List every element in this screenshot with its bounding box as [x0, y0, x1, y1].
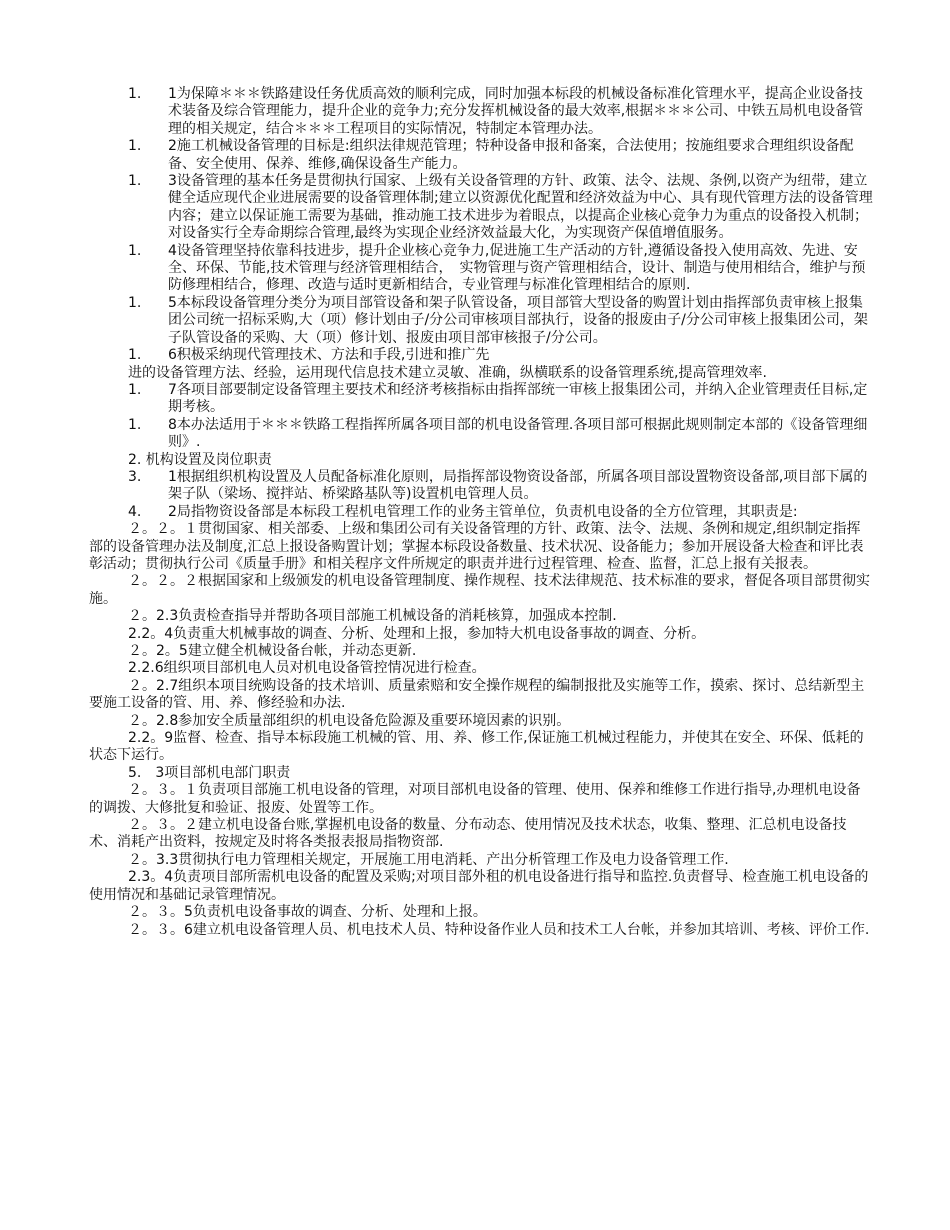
paragraph: ２。2.3负责检查指导并帮助各项目部施工机械设备的消耗核算，加强成本控制.	[128, 608, 617, 625]
list-item	[0, 417, 950, 452]
paragraph: ２。２。２根据国家和上级颁发的机电设备管理制度、操作规程、技术法律规范、技术标准的要求，督促各项目部贯彻实施。	[89, 573, 870, 607]
list-item	[0, 138, 950, 173]
item-text: 1根据组织机构设置及人员配备标准化原则，局指挥部设物资设备部，所属各项目部设置物资设备部,项目部下属的架子队（梁场、搅拌站、桥梁路基队等)设置机电管理人员。	[168, 468, 868, 503]
item-text: 1为保障＊＊＊铁路建设任务优质高效的顺利完成，同时加强本标段的机械设备标准化管理水平，提高企业设备技术装备及综合管理能力，提升企业的竞争力;充分发挥机械设备的最大效率,根据＊＊＊公司、中铁五局机电设备管理的相关规定，结合＊＊＊工程项目的实际情况，特制定本管理办法。	[168, 86, 864, 137]
paragraph: ２。３。１负责项目部施工机电设备的管理，对项目部机电设备的管理、使用、保养和维修工作进行指导,办理机电设备的调拨、大修批复和验证、报废、处置等工作。	[89, 782, 861, 816]
item-number: 1.	[128, 173, 142, 190]
paragraph: ２。３。２建立机电设备台账,掌握机电设备的数量、分布动态、使用情况及技术状态，收集、整理、汇总机电设备技术、消耗产出资料，按规定及时将各类报表报局指物资部.	[89, 817, 847, 851]
item-continuation: 进的设备管理方法、经验，运用现代信息技术建立灵敏、准确，纵横联系的设备管理系统,提高管理效率.	[128, 364, 767, 381]
list-item	[0, 347, 950, 364]
item-number: 1.	[128, 416, 142, 433]
item-text: 3设备管理的基本任务是贯彻执行国家、上级有关设备管理的方针、政策、法令、法规、条例,以资产为纽带，建立健全适应现代企业进展需要的设备管理体制;建立以资源优化配置和经济效益为中心、具有现代管理方法的设备管理内容；建立以保证施工需要为基础，推动施工技术进步为着眼点，以提高企业核心竞争力为重点的设备投入机制；对设备实行全寿命期综合管理,最终为实现企业经济效益最大化，为实现资产保值增值服务。	[168, 173, 873, 242]
paragraph: 2.2。4负责重大机械事故的调查、分析、处理和上报，参加特大机电设备事故的调查、分析。	[128, 625, 706, 642]
item-text: 7各项目部要制定设备管理主要技术和经济考核指标由指挥部统一审核上报集团公司，并纳入企业管理责任目标,定期考核。	[168, 381, 868, 416]
item-number: 3.	[128, 468, 142, 485]
list-item	[0, 243, 950, 295]
paragraph: ２。2.8参加安全质量部组织的机电设备危险源及重要环境因素的识别。	[128, 712, 571, 729]
item-number: 1.	[128, 138, 142, 155]
item-text: 2局指物资设备部是本标段工程机电管理工作的业务主管单位，负责机电设备的全方位管理，其职责是:	[168, 503, 798, 520]
item-text: 6积极采纳现代管理技术、方法和手段,引进和推广先	[168, 347, 490, 364]
paragraph: ２。3.3贯彻执行电力管理相关规定，开展施工用电消耗、产出分析管理工作及电力设备管理工作.	[128, 851, 729, 868]
document-page	[0, 86, 950, 939]
item-number: 1.	[128, 86, 142, 102]
section-heading: 5. 3项目部机电部门职责	[128, 764, 291, 781]
paragraph: ２。２。１贯彻国家、相关部委、上级和集团公司有关设备管理的方针、政策、法令、法规、条例和规定,组织制定指挥部的设备管理办法及制度,汇总上报设备购置计划；掌握本标段设备数量、技术状况、设备能力；参加开展设备大检查和评比表彰活动；贯彻执行公司《质量手册》和相关程序文件所规定的职责并进行过程管理、检查、监督，汇总上报有关报表。	[89, 521, 864, 572]
list-item	[0, 86, 950, 138]
paragraph: ２。2。5建立健全机械设备台帐，并动态更新.	[128, 643, 417, 659]
item-number: 1.	[128, 347, 142, 364]
section-heading: 2. 机构设置及岗位职责	[128, 451, 272, 468]
paragraph: 2.2。9监督、检查、指导本标段施工机械的管、用、养、修工作,保证施工机械过程能力，并使其在安全、环保、低耗的状态下运行。	[89, 730, 864, 764]
list-item	[0, 173, 950, 243]
item-number: 1.	[128, 294, 142, 311]
item-text: 2施工机械设备管理的目标是:组织法律规范管理；特种设备申报和备案，合法使用；按施组要求合理组织设备配备、安全使用、保养、维修,确保设备生产能力。	[168, 138, 854, 172]
paragraph: 2.3。4负责项目部所需机电设备的配置及采购;对项目部外租的机电设备进行指导和监控.负责督导、检查施工机电设备的使用情况和基础记录管理情况。	[89, 869, 869, 903]
paragraph: ２。３。5负责机电设备事故的调查、分析、处理和上报。	[128, 904, 487, 921]
list-item	[0, 504, 950, 521]
item-number: 1.	[128, 242, 142, 259]
item-number: 4.	[128, 503, 142, 520]
paragraph: ２。３。6建立机电设备管理人员、机电技术人员、特种设备作业人员和技术工人台帐，并参加其培训、考核、评价工作.	[128, 921, 870, 938]
list-item	[0, 469, 950, 504]
list-item	[0, 382, 950, 417]
item-text: 8本办法适用于＊＊＊铁路工程指挥所属各项目部的机电设备管理.各项目部可根据此规则制定本部的《设备管理细则》.	[168, 416, 868, 451]
paragraph: ２。2.7组织本项目统购设备的技术培训、质量索赔和安全操作规程的编制报批及实施等工作，摸索、探讨、总结新型主要施工设备的管、用、养、修经验和办法.	[89, 677, 865, 712]
item-number: 1.	[128, 381, 142, 398]
item-text: 4设备管理坚持依靠科技进步，提升企业核心竞争力,促进施工生产活动的方针,遵循设备投入使用高效、先进、安全、环保、节能,技术管理与经济管理相结合， 实物管理与资产管理相结合，设计、制造与使用相结合，维护与预防修理相结合，修理、改造与适时更新相结合，专业管理与标准化管理相结合的原则.	[168, 242, 866, 294]
list-item	[0, 295, 950, 347]
paragraph: 2.2.6组织项目部机电人员对机电设备管控情况进行检查。	[128, 660, 486, 677]
item-text: 5本标段设备管理分类分为项目部管设备和架子队管设备，项目部管大型设备的购置计划由指挥部负责审核上报集团公司统一招标采购,大（项）修计划由子/分公司审核项目部执行，设备的报废由子/分公司审核上报集团公司，架子队管设备的采购、大（项）修计划、报废由项目部审核报子/分公司。	[168, 294, 868, 346]
